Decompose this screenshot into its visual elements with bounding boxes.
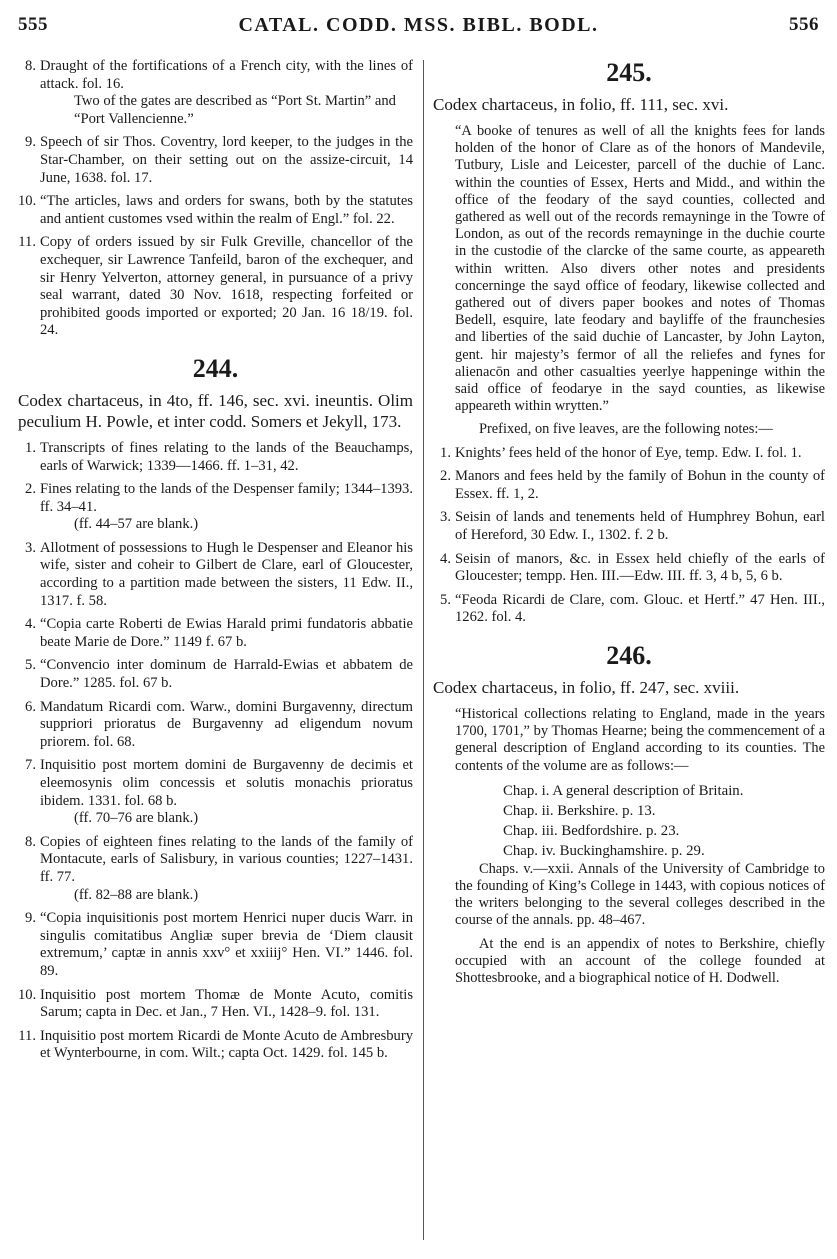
- item-number: 8.: [25, 833, 36, 850]
- page-header: [18, 14, 819, 44]
- item-note: (ff. 70–76 are blank.): [74, 810, 199, 827]
- item-number: 10.: [18, 986, 37, 1003]
- item-text: “Copia inquisitionis post mortem Henrici nuper ducis Warr. in singulis comitatibus Angliæ super brevia de ‘Diem clausit extremum,’ captæ in annis xxv° et xxiiij° Hen. VI.” 1446. fol. 89.: [40, 910, 413, 979]
- codex-245-quote: “A booke of tenures as well of all the knights fees for lands holden of the honor of Clare as of the honors of Mandevile, Tutbury, Lisle and Leicester, parcell of the duchie of Lanc. within the counties of Essex, Herts and Midd., and within the office of the feodary of the sayd counties, collected and gathered as well out of the records remayninge in the Towre of London, as out of the records remayninge in the duchie courte in the custodie of the clarcke of the same courte, as appeareth within written. Also divers other notes and presidents concerninge the sayd office of feodary, likewise collected and gathered out of divers paper bookes and notes of Thomas Bedell, esquire, late feodary and bayliffe of the fraunchesies and liberties of the said duchie of Lancaster, by John Layton, gent. hir majesty’s fermor of all the reliefes and fynes for alienacōn and other casualties yeerlye happeninge within the said office of feodarye in the sayd counties, as likewise appeareth within wrytten.”: [455, 123, 825, 415]
- item-text: Seisin of manors, &c. in Essex held chiefly of the earls of Gloucester; tempp. Hen. III.—Edw. III. ff. 3, 4 b, 5, 6 b.: [455, 550, 825, 585]
- codex-244-items: [18, 440, 413, 1063]
- codex-246-appendix: At the end is an appendix of notes to Berkshire, chiefly occupied with an account of the college founded at Shottesbrooke, and a biographical notice of H. Dodwell.: [455, 935, 825, 987]
- item-number: 5.: [440, 591, 451, 608]
- list-item: [433, 592, 825, 627]
- item-text: “Feoda Ricardi de Clare, com. Glouc. et Hertf.” 47 Hen. III., 1262. fol. 4.: [455, 591, 825, 626]
- list-item: [18, 134, 413, 187]
- codex-number-245: 245.: [606, 58, 652, 87]
- item-text: “Copia carte Roberti de Ewias Harald primi fundatoris abbatie beate Marie de Dore.” 1149 f. 67 b.: [40, 616, 413, 650]
- item-number: 2.: [25, 481, 36, 498]
- codex-number-244: 244.: [192, 353, 239, 383]
- list-item: [18, 481, 413, 534]
- item-note: (ff. 44–57 are blank.): [74, 516, 199, 533]
- chapter-entry: Chap. iii. Bedfordshire. p. 23.: [503, 822, 680, 839]
- item-text: Seisin of lands and tenements held of Humphrey Bohun, earl of Hereford, 30 Edw. I., 1302. f. 2 b.: [455, 509, 825, 544]
- item-number: 1.: [440, 444, 451, 461]
- item-number: 5.: [25, 657, 36, 674]
- list-item: [18, 910, 413, 980]
- list-item: [18, 1028, 413, 1063]
- running-title: CATAL. CODD. MSS. BIBL. BODL.: [238, 14, 599, 36]
- list-item: [433, 445, 825, 463]
- item-text: Inquisitio post mortem Ricardi de Monte Acuto de Ambresbury et Wynterbourne, in com. Wilt.; capta Oct. 1429. fol. 145 b.: [40, 1027, 413, 1062]
- codex-245-prefixed-note: Prefixed, on five leaves, are the following notes:—: [479, 421, 773, 438]
- item-number: 6.: [25, 698, 36, 715]
- item-text: Draught of the fortifications of a French city, with the lines of attack. fol. 16.: [40, 58, 413, 92]
- left-column: [18, 58, 413, 1069]
- item-number: 7.: [25, 757, 36, 774]
- item-number: 11.: [18, 1027, 36, 1044]
- codex-243-continued-items: [18, 58, 413, 340]
- codex-246-chapters: [433, 781, 825, 861]
- list-item: [18, 440, 413, 475]
- codex-number-246: 246.: [606, 641, 652, 670]
- item-note: (ff. 82–88 are blank.): [74, 886, 199, 903]
- item-text: Knights’ fees held of the honor of Eye, temp. Edw. I. fol. 1.: [455, 444, 802, 461]
- item-text: Manors and fees held by the family of Bohun in the county of Essex. ff. 1, 2.: [455, 468, 825, 502]
- item-number: 11.: [18, 234, 36, 251]
- list-item: [433, 551, 825, 586]
- item-number: 1.: [25, 439, 36, 456]
- codex-246-description: Codex chartaceus, in folio, ff. 247, sec. xviii.: [433, 678, 740, 697]
- item-text: Fines relating to the lands of the Despenser family; 1344–1393. ff. 34–41.: [40, 481, 413, 515]
- item-number: 9.: [25, 134, 36, 151]
- item-number: 2.: [440, 468, 451, 485]
- item-text: Copies of eighteen fines relating to the lands of the family of Montacute, earls of Salisbury, in various counties; 1227–1431. ff. 77.: [40, 833, 413, 885]
- item-text: Mandatum Ricardi com. Warw., domini Burgavenny, directum suppriori prioratus de Burgavenny ad eligendum novum priorem. fol. 68.: [40, 698, 413, 750]
- item-number: 3.: [25, 539, 36, 556]
- page-number-left: 555: [18, 14, 48, 35]
- list-item: [433, 468, 825, 503]
- item-number: 10.: [18, 193, 37, 210]
- list-item: [18, 987, 413, 1022]
- item-text: Copy of orders issued by sir Fulk Greville, chancellor of the exchequer, sir Lawrence Tanfeild, baron of the exchequer, and sir Henry Yelverton, attorney general, in pursuance of a privy seal warrant, dated 30 Nov. 1618, respecting forfeited or prohibited goods imported or exported; 20 Jan. 16 18/19. fol. 24.: [40, 234, 413, 339]
- list-item: [18, 699, 413, 752]
- chapter-entry: Chap. i. A general description of Britain.: [503, 782, 744, 799]
- codex-246-chaps-paragraph: Chaps. v.—xxii. Annals of the University of Cambridge to the founding of King’s College in 1443, with copious notices of the writers belonging to the several colleges described in the course of the annals. pp. 48–467.: [455, 860, 825, 929]
- list-item: [18, 834, 413, 904]
- item-number: 3.: [440, 509, 451, 526]
- list-item: [433, 509, 825, 544]
- item-text: “The articles, laws and orders for swans, both by the statutes and antient customes vsed within the realm of Engl.” fol. 22.: [40, 193, 413, 227]
- list-item: [18, 193, 413, 228]
- codex-244-description: Codex chartaceus, in 4to, ff. 146, sec. xvi. ineuntis. Olim peculium H. Powle, et inter codd. Somers et Jekyll, 173.: [18, 390, 413, 431]
- item-text: Inquisitio post mortem domini de Burgavenny de decimis et eleemosynis olim concessis et solutis monachis prioratus ibidem. 1331. fol. 68 b.: [40, 757, 413, 809]
- codex-245-items: [433, 445, 825, 627]
- item-text: Speech of sir Thos. Coventry, lord keeper, to the judges in the Star-Chamber, on their setting out on the assize-circuit, 14 June, 1638. fol. 17.: [40, 134, 413, 186]
- right-column: [433, 58, 825, 993]
- list-item: [18, 757, 413, 827]
- item-number: 4.: [25, 616, 36, 633]
- item-number: 8.: [25, 58, 36, 74]
- item-note: Two of the gates are described as “Port St. Martin” and “Port Vallencienne.”: [74, 93, 396, 127]
- chapter-entry: Chap. ii. Berkshire. p. 13.: [503, 802, 656, 819]
- item-number: 4.: [440, 550, 451, 567]
- list-item: [18, 540, 413, 610]
- list-item: [18, 234, 413, 340]
- item-text: Transcripts of fines relating to the lands of the Beauchamps, earls of Warwick; 1339—1466. ff. 1–31, 42.: [40, 439, 413, 474]
- page-number-right: 556: [789, 14, 819, 35]
- item-number: 9.: [25, 910, 36, 927]
- list-item: [18, 616, 413, 651]
- codex-245-description: Codex chartaceus, in folio, ff. 111, sec. xvi.: [433, 95, 729, 114]
- column-divider: [423, 60, 424, 1240]
- codex-246-intro: “Historical collections relating to England, made in the years 1700, 1701,” by Thomas Hearne; being the commencement of a general description of England according to its counties. The contents of the volume are as follows:—: [455, 706, 825, 774]
- chapter-entry: Chap. iv. Buckinghamshire. p. 29.: [503, 842, 705, 859]
- item-text: “Convencio inter dominum de Harrald-Ewias et abbatem de Dore.” 1285. fol. 67 b.: [40, 657, 413, 692]
- list-item: [18, 657, 413, 692]
- list-item: [18, 58, 413, 128]
- item-text: Inquisitio post mortem Thomæ de Monte Acuto, comitis Sarum; capta in Dec. et Jan., 7 Hen. VI., 1428–9. fol. 131.: [40, 986, 413, 1021]
- item-text: Allotment of possessions to Hugh le Despenser and Eleanor his wife, sister and coheir to Gilbert de Clare, earl of Gloucester, according to a partition made between the sisters, 11 Edw. II., 1317. f. 58.: [40, 539, 413, 609]
